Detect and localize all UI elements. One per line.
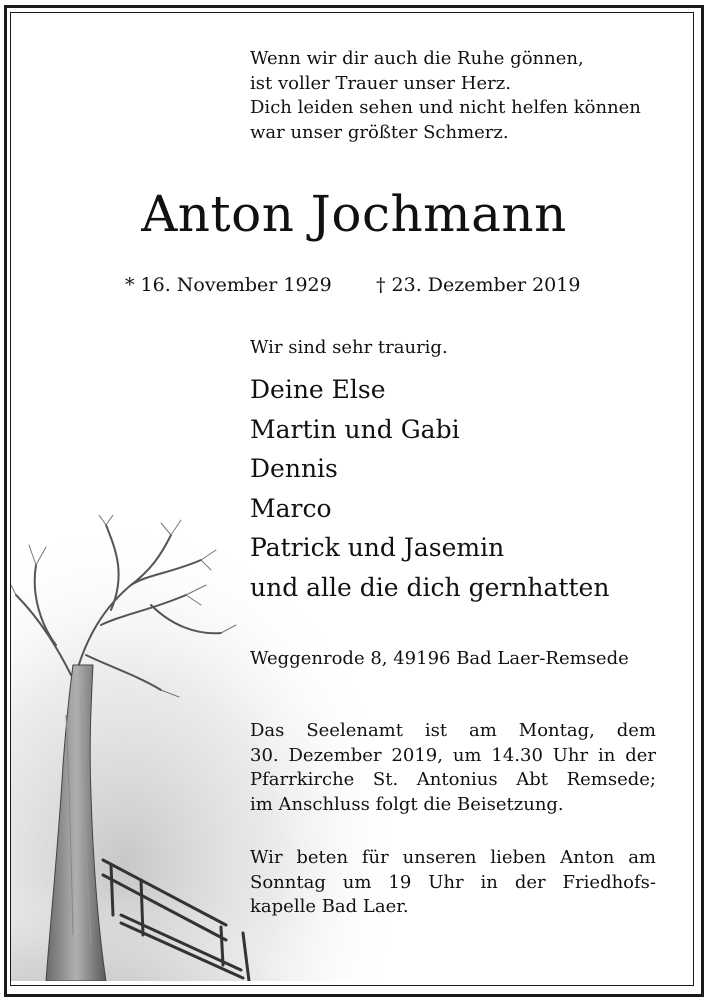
mourners-list	[250, 370, 609, 608]
mourner: Deine Else	[250, 375, 386, 404]
mourner: Martin und Gabi	[250, 414, 460, 444]
mourning-statement: Wir sind sehr traurig.	[250, 337, 448, 358]
death-date: † 23. Dezember 2019	[376, 274, 581, 296]
service-line: im Anschluss folgt die Beisetzung.	[250, 793, 564, 815]
address: Weggenrode 8, 49196 Bad Laer-Remsede	[250, 648, 629, 669]
service-line: Pfarrkirche St. Antonius Abt Remsede;	[250, 769, 656, 790]
prayer-line: kapelle Bad Laer.	[250, 896, 409, 917]
service-line: Das Seelenamt ist am Montag, dem	[250, 720, 656, 741]
service-paragraph	[250, 719, 656, 817]
verse	[250, 47, 641, 145]
prayer-paragraph	[250, 846, 656, 920]
prayer-line: Wir beten für unseren lieben Anton am	[250, 847, 656, 868]
verse-line: ist voller Trauer unser Herz.	[250, 72, 511, 94]
mourner: Marco	[250, 493, 332, 523]
verse-line: Dich leiden sehen und nicht helfen können	[250, 97, 641, 118]
birth-date: * 16. November 1929	[125, 274, 332, 296]
verse-line: Wenn wir dir auch die Ruhe gönnen,	[250, 48, 584, 69]
mourner: Dennis	[250, 454, 338, 484]
verse-line: war unser größter Schmerz.	[250, 121, 509, 143]
mourner: Patrick und Jasemin	[250, 533, 505, 563]
mourner: und alle die dich gernhatten	[250, 572, 610, 602]
service-line: 30. Dezember 2019, um 14.30 Uhr in der	[250, 744, 656, 766]
deceased-name: Anton Jochmann	[141, 185, 567, 243]
prayer-line: Sonntag um 19 Uhr in der Friedhofs-	[250, 871, 656, 893]
